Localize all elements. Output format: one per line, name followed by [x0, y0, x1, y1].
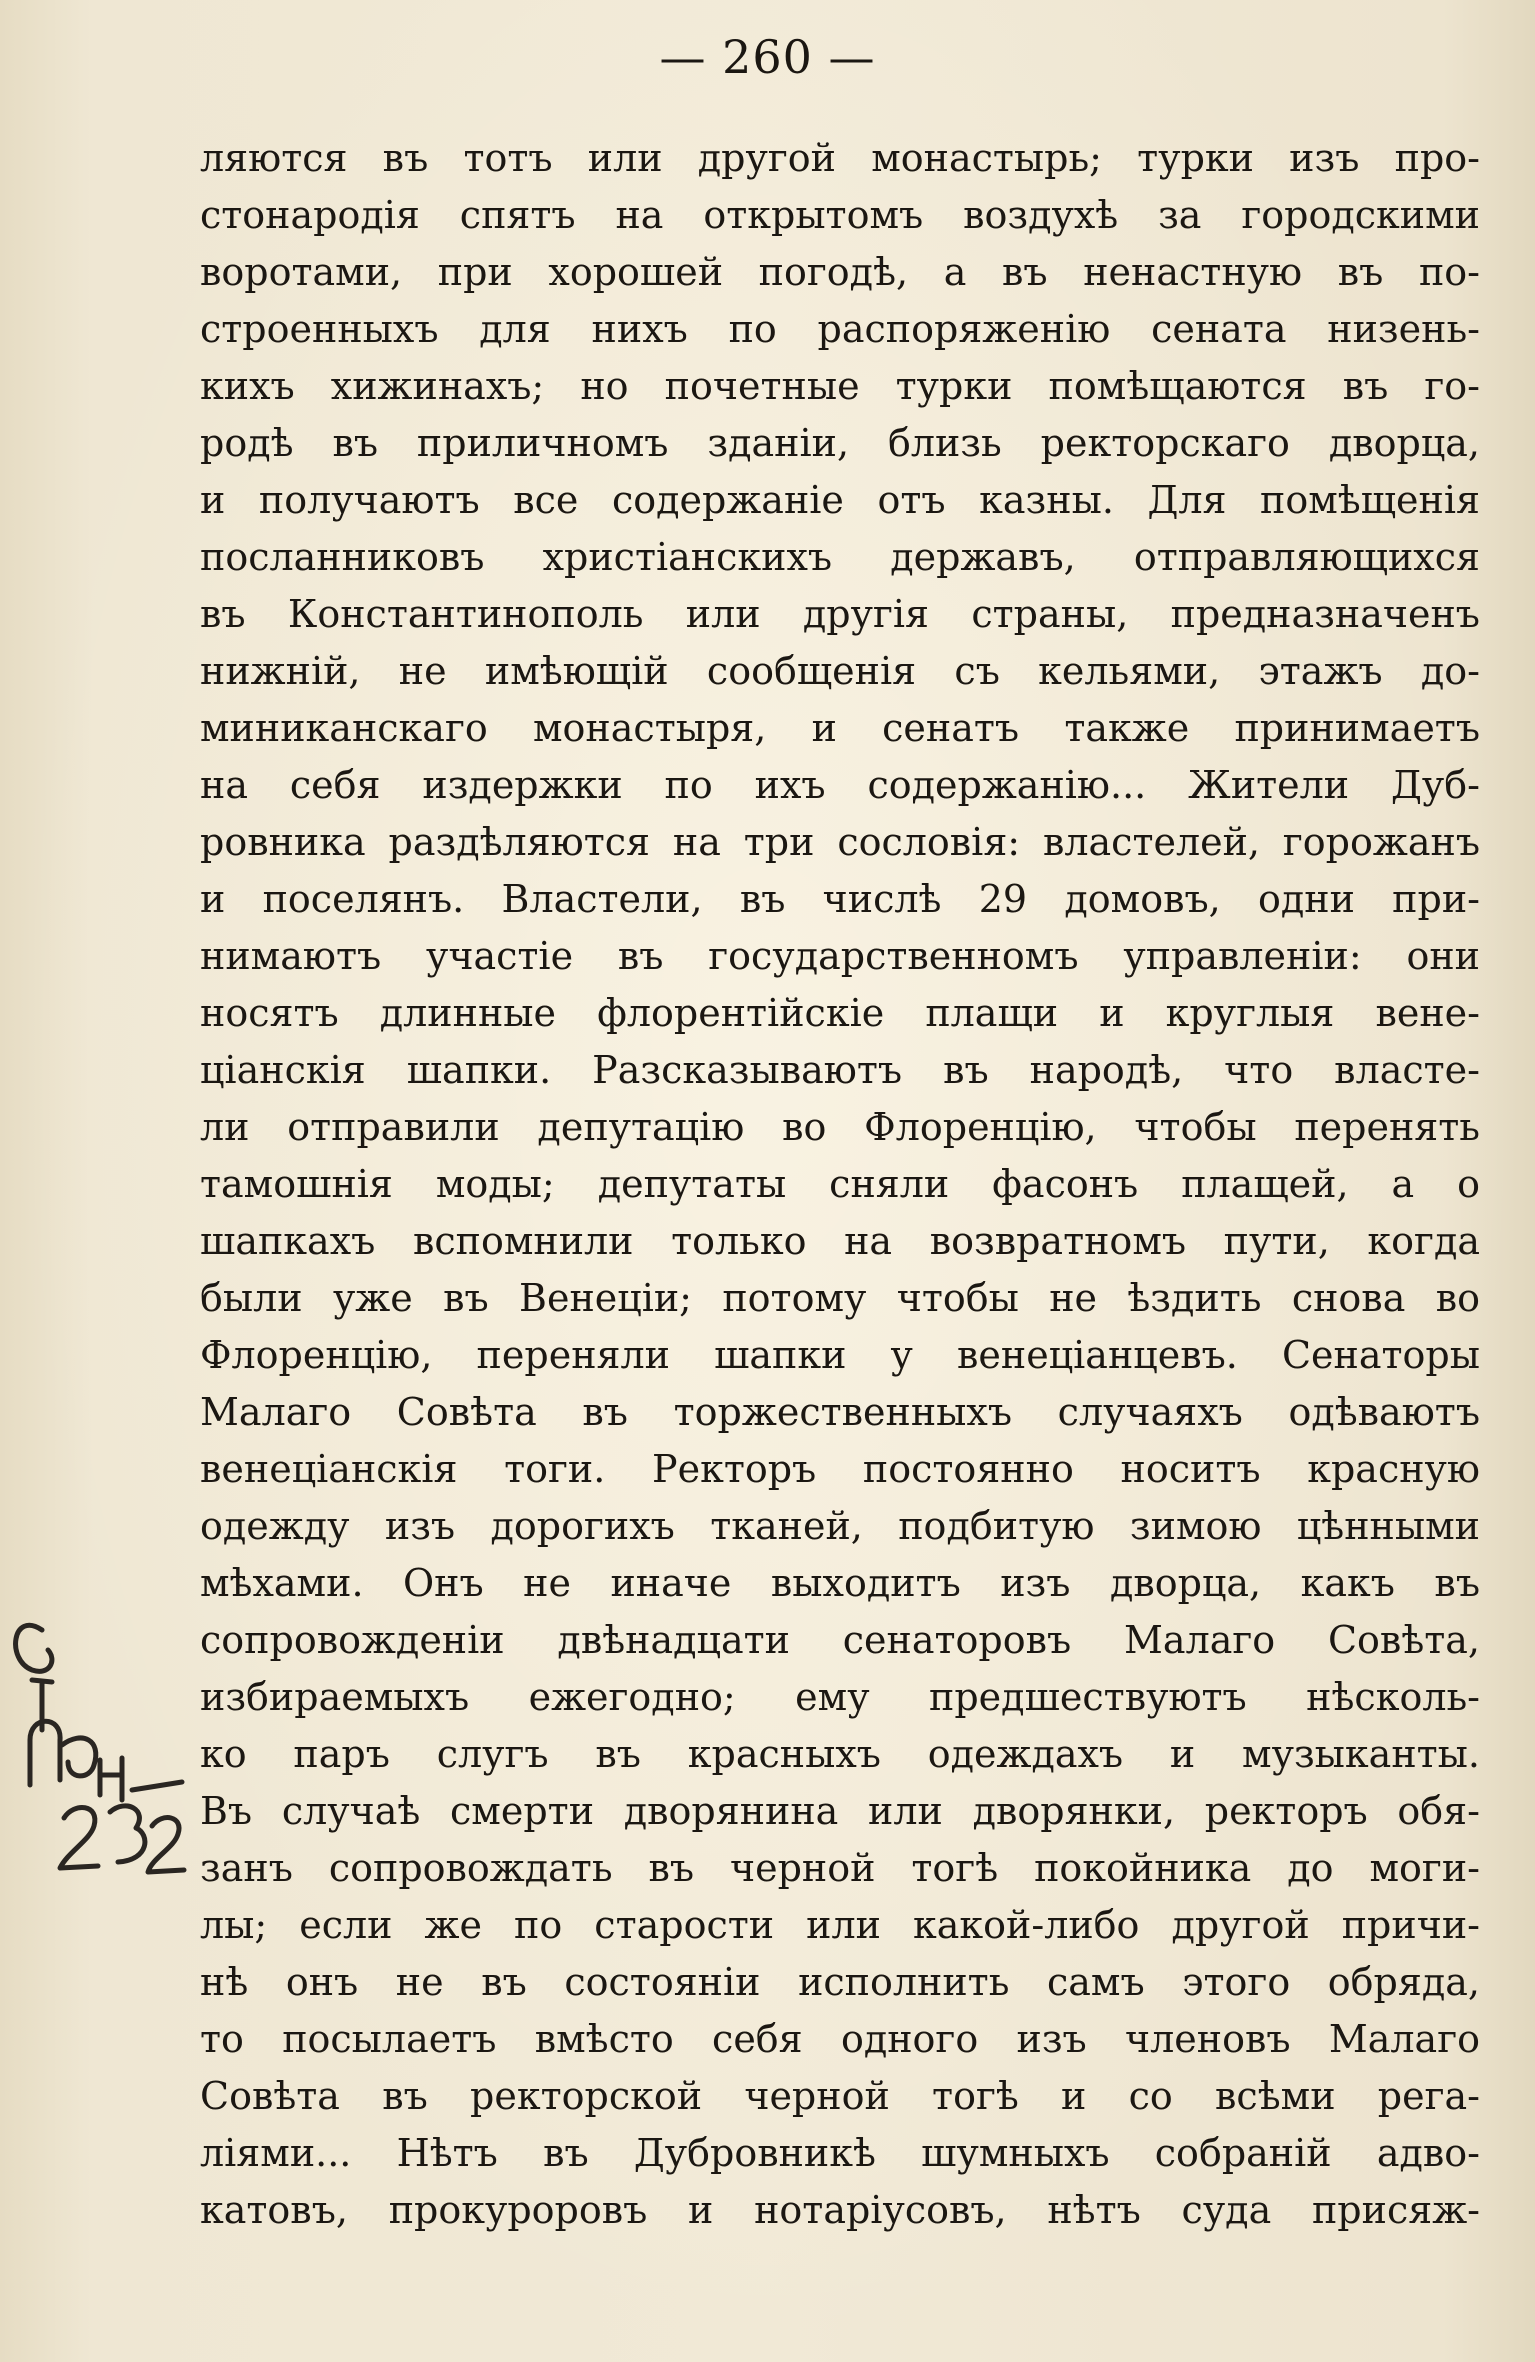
text-line: тамошнія моды; депутаты сняли фасонъ плащей, а о: [200, 1162, 1480, 1206]
text-line: строенныхъ для нихъ по распоряженію сената низень-: [200, 307, 1480, 351]
text-line: сопровожденіи двѣнадцати сенаторовъ Малаго Совѣта,: [200, 1618, 1480, 1662]
text-line: нимаютъ участіе въ государственномъ управленіи: они: [200, 934, 1480, 978]
text-line: на себя издержки по ихъ содержанію... Жители Дуб-: [200, 763, 1480, 807]
text-line: ціанскія шапки. Разсказываютъ въ народѣ, что власте-: [200, 1048, 1480, 1092]
text-line: посланниковъ христіанскихъ державъ, отправляющихся: [200, 535, 1480, 579]
text-line: и получаютъ все содержаніе отъ казны. Для помѣщенія: [200, 478, 1480, 522]
text-line: Флоренцію, переняли шапки у венеціанцевъ. Сенаторы: [200, 1333, 1480, 1377]
text-line: нѣ онъ не въ состояніи исполнить самъ этого обряда,: [200, 1960, 1480, 2004]
text-line: Въ случаѣ смерти дворянина или дворянки, ректоръ обя-: [200, 1789, 1480, 1833]
text-line: катовъ, прокуроровъ и нотаріусовъ, нѣтъ суда присяж-: [200, 2188, 1480, 2232]
handwritten-margin-note: [2, 1590, 192, 1910]
text-line: и поселянъ. Властели, въ числѣ 29 домовъ, одни при-: [200, 877, 1480, 921]
text-line: кихъ хижинахъ; но почетные турки помѣщаются въ го-: [200, 364, 1480, 408]
text-line: носятъ длинные флорентійскіе плащи и круглыя вене-: [200, 991, 1480, 1035]
text-line: лы; если же по старости или какой-либо другой причи-: [200, 1903, 1480, 1947]
text-line: стонародія спятъ на открытомъ воздухѣ за городскими: [200, 193, 1480, 237]
handwriting-drawing: [2, 1590, 192, 1910]
body-text: [200, 130, 1480, 2239]
text-line: родѣ въ приличномъ зданіи, близь ректорскаго дворца,: [200, 421, 1480, 465]
handwriting-strokes: [16, 1625, 184, 1872]
text-line: нижній, не имѣющій сообщенія съ кельями, этажъ до-: [200, 649, 1480, 693]
text-line: въ Константинополь или другія страны, предназначенъ: [200, 592, 1480, 636]
page-number: — 260 —: [659, 30, 876, 84]
text-line: занъ сопровождать въ черной тогѣ покойника до моги-: [200, 1846, 1480, 1890]
text-line: ляются въ тотъ или другой монастырь; турки изъ про-: [200, 136, 1480, 180]
text-line: избираемыхъ ежегодно; ему предшествуютъ нѣсколь-: [200, 1675, 1480, 1719]
text-line: одежду изъ дорогихъ тканей, подбитую зимою цѣнными: [200, 1504, 1480, 1548]
text-line: венеціанскія тоги. Ректоръ постоянно носитъ красную: [200, 1447, 1480, 1491]
text-line: воротами, при хорошей погодѣ, а въ ненастную въ по-: [200, 250, 1480, 294]
text-line: Совѣта въ ректорской черной тогѣ и со всѣми рега-: [200, 2074, 1480, 2118]
text-line: были уже въ Венеціи; потому чтобы не ѣздить снова во: [200, 1276, 1480, 1320]
text-line: миниканскаго монастыря, и сенатъ также принимаетъ: [200, 706, 1480, 750]
text-line: то посылаетъ вмѣсто себя одного изъ членовъ Малаго: [200, 2017, 1480, 2061]
text-line: шапкахъ вспомнили только на возвратномъ пути, когда: [200, 1219, 1480, 1263]
text-line: ровника раздѣляются на три сословія: властелей, горожанъ: [200, 820, 1480, 864]
text-line: ліями... Нѣтъ въ Дубровникѣ шумныхъ собраній адво-: [200, 2131, 1480, 2175]
text-line: Малаго Совѣта въ торжественныхъ случаяхъ одѣваютъ: [200, 1390, 1480, 1434]
text-line: ли отправили депутацію во Флоренцію, чтобы перенять: [200, 1105, 1480, 1149]
text-line: ко паръ слугъ въ красныхъ одеждахъ и музыканты.: [200, 1732, 1480, 1776]
text-line: мѣхами. Онъ не иначе выходитъ изъ дворца, какъ въ: [200, 1561, 1480, 1605]
